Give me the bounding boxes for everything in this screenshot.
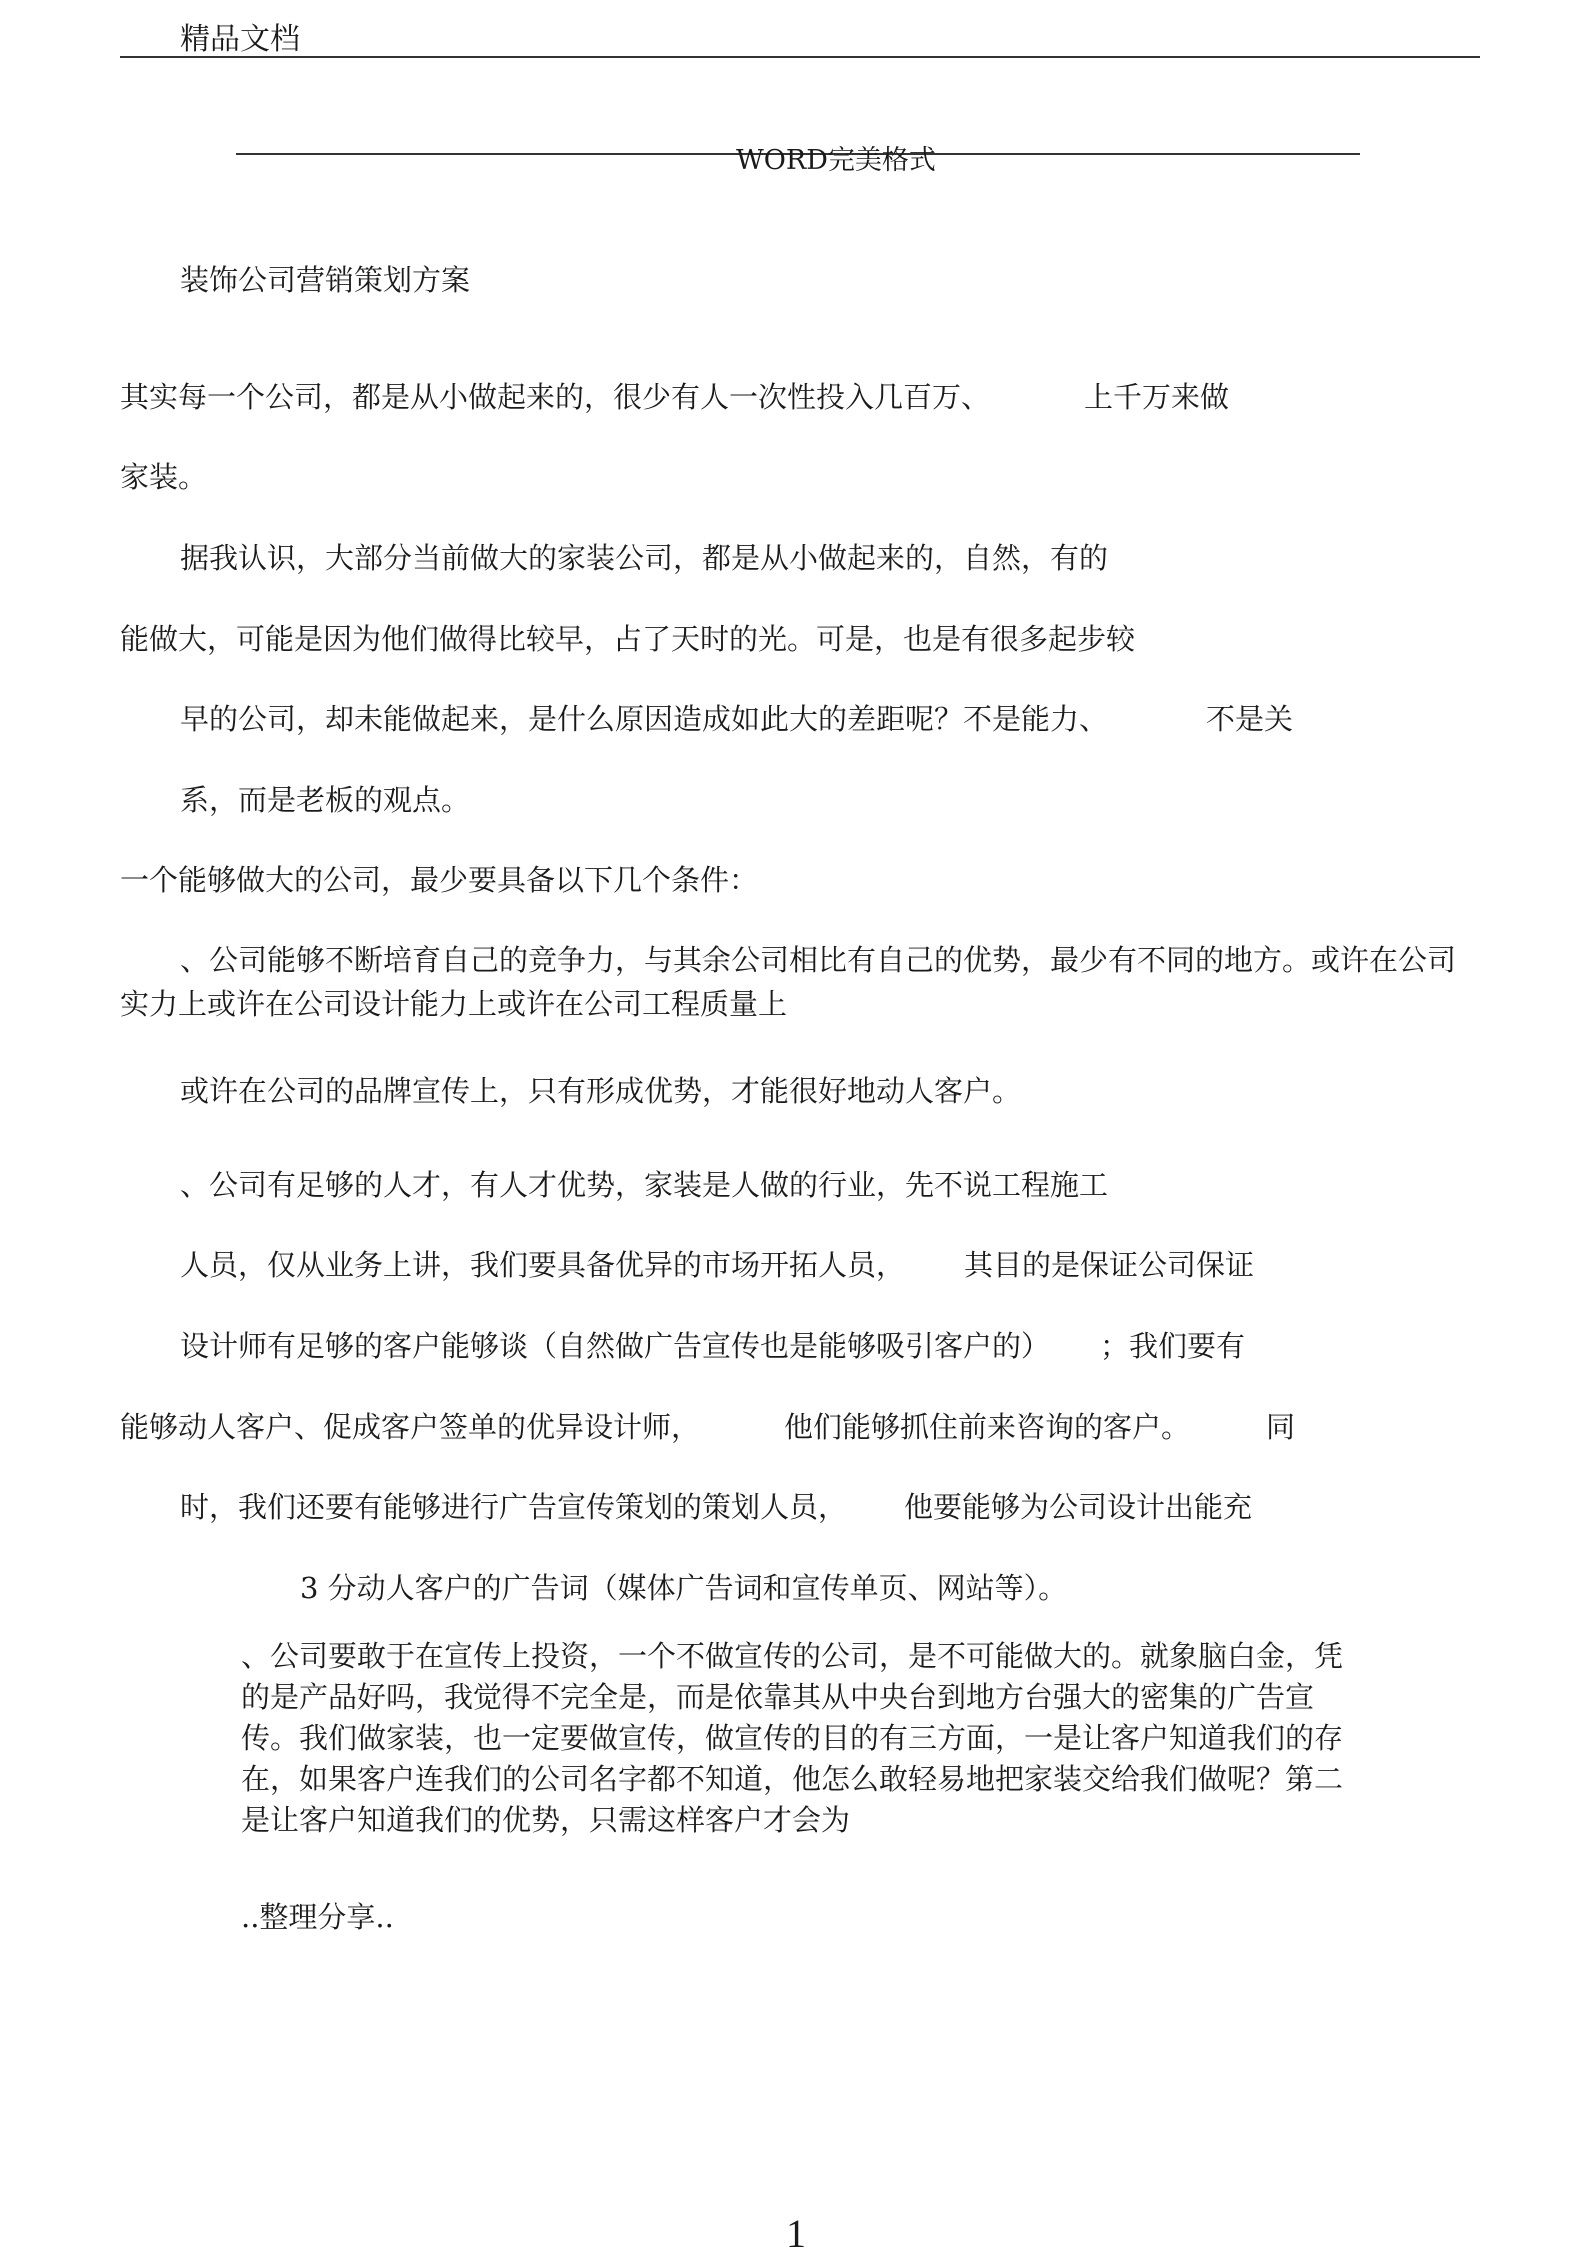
text-line: 家装。: [120, 460, 208, 494]
text-line: 上千万来做: [1084, 380, 1230, 414]
text-line: 他们能够抓住前来咨询的客户。: [784, 1410, 1191, 1444]
subtitle-label: WORD完美格式: [736, 145, 936, 176]
text-line: 、公司有足够的人才，有人才优势，家装是人做的行业，先不说工程施工: [180, 1168, 1109, 1202]
document-title: 装饰公司营销策划方案: [180, 263, 471, 297]
text-line: 能够动人客户、促成客户签单的优异设计师，: [120, 1410, 701, 1444]
page-number: 1: [786, 2211, 806, 2256]
text-line: 时，我们还要有能够进行广告宣传策划的策划人员，: [180, 1490, 848, 1524]
text-line: 人员，仅从业务上讲，我们要具备优异的市场开拓人员，: [180, 1248, 906, 1282]
text-line: 3 分动人客户的广告词（媒体广告词和宣传单页、网站等）。: [300, 1571, 1068, 1605]
paragraph-advantage: 、公司能够不断培育自己的竞争力，与其余公司相比有自己的优势，最少有不同的地方。或许在公司实力上或许在公司设计能力上或许在公司工程质量上: [120, 943, 1457, 1021]
text-line: 其目的是保证公司保证: [964, 1248, 1255, 1282]
text-line: 一个能够做大的公司，最少要具备以下几个条件：: [120, 863, 759, 897]
header-label: 精品文档: [180, 22, 300, 57]
text-line: 设计师有足够的客户能够谈（自然做广告宣传也是能够吸引客户的）: [180, 1329, 1051, 1363]
header-rule: [120, 56, 1480, 58]
text-line: 不是关: [1206, 702, 1294, 736]
text-line: 能做大，可能是因为他们做得比较早，占了天时的光。可是，也是有很多起步较: [120, 622, 1136, 656]
footer-note: ..整理分享..: [241, 1900, 394, 1934]
text-line: 早的公司，却未能做起来，是什么原因造成如此大的差距呢？不是能力、: [180, 702, 1109, 736]
text-line: 系，而是老板的观点。: [180, 783, 471, 817]
text-line: 据我认识，大部分当前做大的家装公司，都是从小做起来的，自然，有的: [180, 541, 1109, 575]
text-line: 他要能够为公司设计出能充: [904, 1490, 1253, 1524]
text-line: 同: [1266, 1410, 1296, 1444]
text-line: ；我们要有: [1100, 1329, 1246, 1363]
text-line: 或许在公司的品牌宣传上，只有形成优势，才能很好地动人客户。: [180, 1074, 1022, 1108]
text-line: 其实每一个公司，都是从小做起来的，很少有人一次性投入几百万、: [120, 380, 991, 414]
paragraph-advertising: 、公司要敢于在宣传上投资，一个不做宣传的公司，是不可能做大的。就象脑白金，凭的是产品好吗，我觉得不完全是，而是依靠其从中央台到地方台强大的密集的广告宣传。我们做家装，也一定要做宣传，做宣传的目的有三方面，一是让客户知道我们的存在，如果客户连我们的公司名字都不知道，他怎么敢轻易地把家装交给我们做呢？第二是让客户知道我们的优势，只需这样客户才会为: [241, 1639, 1344, 1837]
